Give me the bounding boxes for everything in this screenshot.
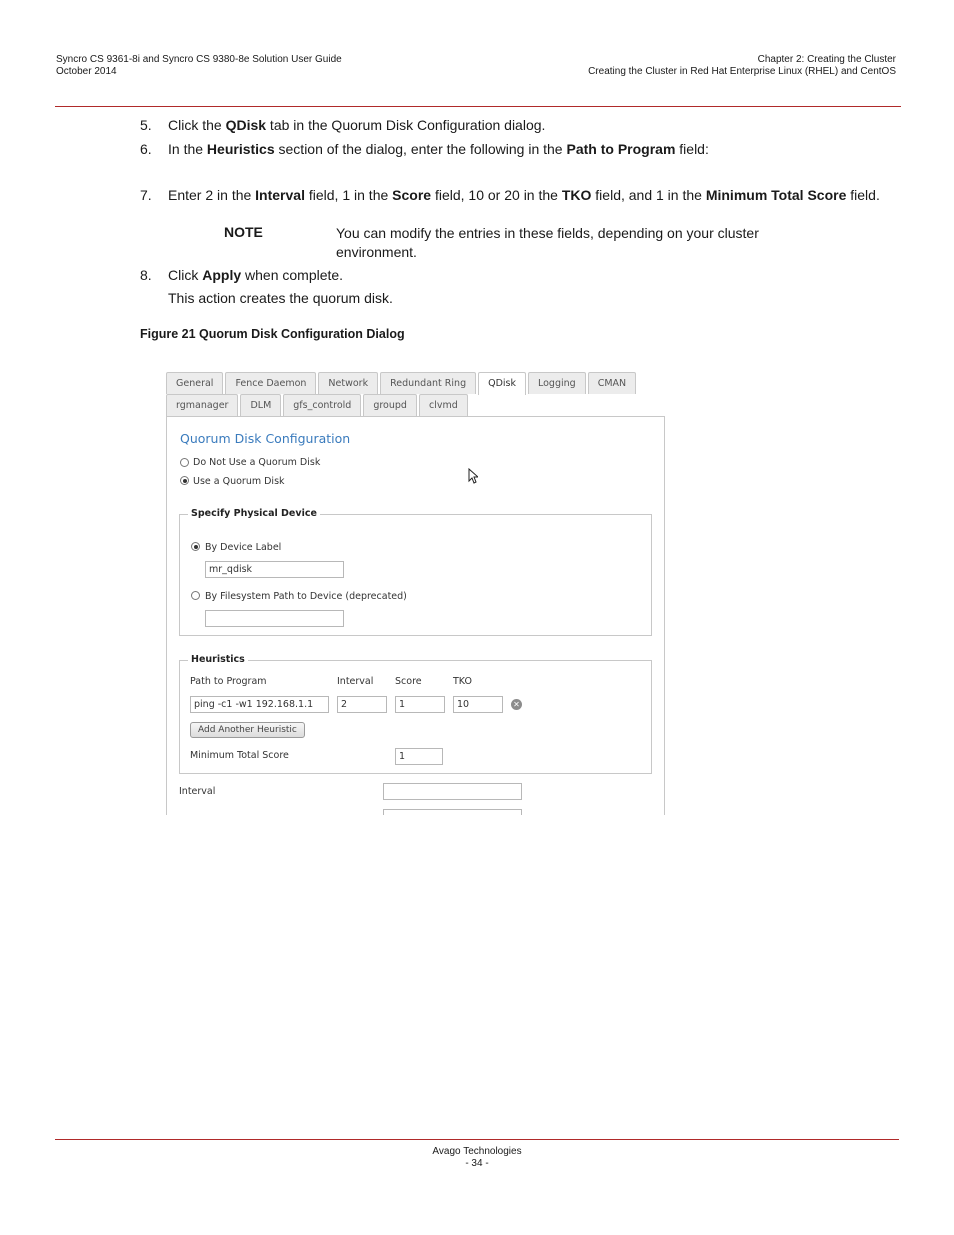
note-text: You can modify the entries in these fields, depending on your cluster environment. <box>336 225 759 260</box>
col-score: Score <box>395 676 422 687</box>
tab-logging[interactable]: Logging <box>528 372 586 394</box>
heuristics-legend: Heuristics <box>188 654 248 665</box>
tab-general[interactable]: General <box>166 372 223 394</box>
section-title: Creating the Cluster in Red Hat Enterprise Linux (RHEL) and CentOS <box>588 66 896 77</box>
step-8: 8. Click Apply when complete. <box>140 267 344 283</box>
minimum-total-score-input[interactable]: 1 <box>395 748 443 765</box>
footer-company: Avago Technologies <box>432 1146 522 1157</box>
heuristic-score-input[interactable]: 1 <box>395 696 445 713</box>
filesystem-path-input[interactable] <box>205 610 344 627</box>
page-number: - 34 - <box>465 1158 489 1169</box>
heuristic-path-input[interactable]: ping -c1 -w1 192.168.1.1 <box>190 696 329 713</box>
step-7: 7. Enter 2 in the Interval field, 1 in the Score field, 10 or 20 in the TKO field, and 1 in the Minimum Total Score field. <box>140 187 880 203</box>
add-another-heuristic-button[interactable]: Add Another Heuristic <box>190 722 305 738</box>
tab-clvmd[interactable]: clvmd <box>419 394 468 416</box>
col-path-to-program: Path to Program <box>190 676 267 687</box>
col-interval: Interval <box>337 676 374 687</box>
label-no-quorum-disk: Do Not Use a Quorum Disk <box>193 457 321 468</box>
header-left <box>56 54 342 78</box>
heuristic-interval-input[interactable]: 2 <box>337 696 387 713</box>
figure-caption: Figure 21 Quorum Disk Configuration Dialog <box>140 327 405 341</box>
header-rule <box>55 106 901 107</box>
heuristics-fieldset <box>179 654 652 774</box>
label-by-device-label: By Device Label <box>205 542 282 553</box>
tab-cman[interactable]: CMAN <box>588 372 636 394</box>
doc-title: Syncro CS 9361-8i and Syncro CS 9380-8e Solution User Guide <box>56 54 342 65</box>
label-use-quorum-disk: Use a Quorum Disk <box>193 476 285 487</box>
tab-redundant-ring[interactable]: Redundant Ring <box>380 372 476 394</box>
footer <box>0 1146 954 1170</box>
mouse-cursor-icon <box>468 468 478 484</box>
radio-no-quorum-disk[interactable] <box>180 458 189 467</box>
panel-title: Quorum Disk Configuration <box>180 431 351 446</box>
next-field-input[interactable] <box>383 809 522 815</box>
interval-input[interactable] <box>383 783 522 800</box>
radio-use-quorum-disk[interactable] <box>180 476 189 485</box>
tab-rgmanager[interactable]: rgmanager <box>166 394 238 416</box>
tab-row-1 <box>166 372 636 395</box>
label-minimum-total-score: Minimum Total Score <box>190 750 289 761</box>
physical-device-fieldset <box>179 508 652 636</box>
tab-gfs-controld[interactable]: gfs_controld <box>283 394 361 416</box>
device-label-input[interactable]: mr_qdisk <box>205 561 344 578</box>
tab-dlm[interactable]: DLM <box>240 394 281 416</box>
doc-date: October 2014 <box>56 66 117 77</box>
chapter-title: Chapter 2: Creating the Cluster <box>757 54 896 65</box>
tab-groupd[interactable]: groupd <box>363 394 417 416</box>
col-tko: TKO <box>453 676 472 687</box>
tab-qdisk[interactable]: QDisk <box>478 372 526 395</box>
note-label: NOTE <box>224 224 263 240</box>
physical-device-legend: Specify Physical Device <box>188 508 320 519</box>
tab-network[interactable]: Network <box>318 372 378 394</box>
header-right <box>588 54 896 78</box>
step-5: 5. Click the QDisk tab in the Quorum Disk Configuration dialog. <box>140 117 546 133</box>
heuristic-tko-input[interactable]: 10 <box>453 696 503 713</box>
radio-by-filesystem-path[interactable] <box>191 591 200 600</box>
label-interval: Interval <box>179 786 216 797</box>
footer-rule <box>55 1139 899 1140</box>
remove-heuristic-icon[interactable]: ✕ <box>511 699 522 710</box>
radio-by-device-label[interactable] <box>191 542 200 551</box>
step-8-result: This action creates the quorum disk. <box>168 290 393 306</box>
label-by-filesystem-path: By Filesystem Path to Device (deprecated) <box>205 591 407 602</box>
tab-row-2 <box>166 394 468 416</box>
tab-fence-daemon[interactable]: Fence Daemon <box>225 372 316 394</box>
quorum-disk-dialog-screenshot <box>150 362 675 815</box>
step-6: 6. In the Heuristics section of the dialog, enter the following in the Path to Program field: <box>140 141 709 157</box>
qdisk-panel <box>166 416 665 815</box>
